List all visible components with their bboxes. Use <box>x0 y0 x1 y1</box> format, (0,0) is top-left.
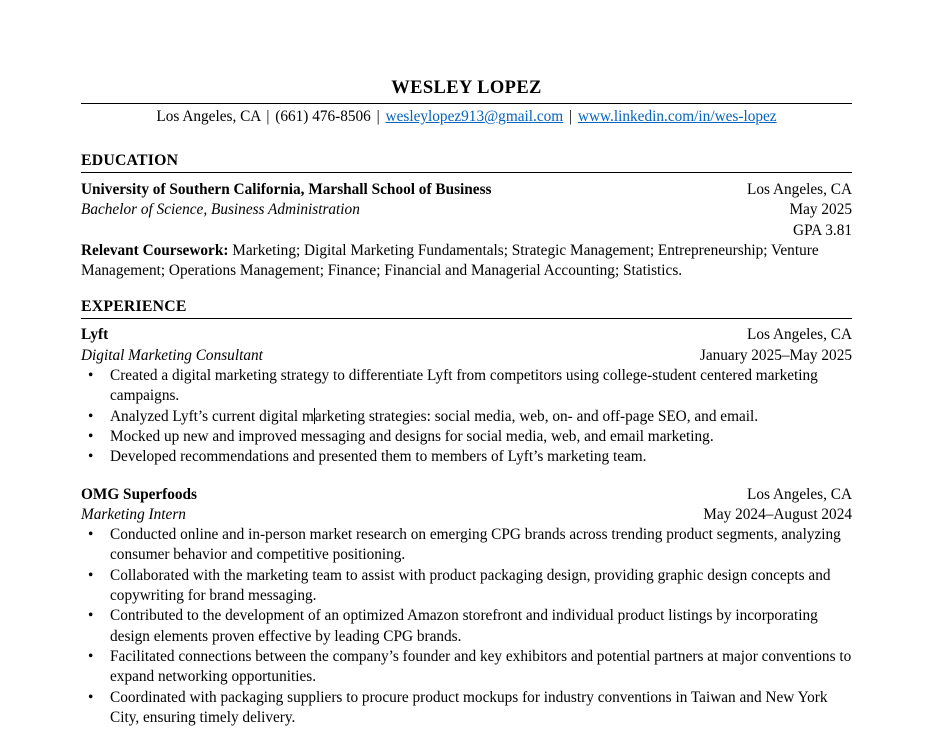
coursework-list: Marketing; Digital Marketing Fundamentals; Strategic Management; Entrepreneurship; Venture Management; Operations Management; Finance; Financial and Managerial Accounting; Statistics. <box>81 241 819 280</box>
job-lyft <box>81 325 852 467</box>
experience-section <box>81 297 852 728</box>
education-heading: EDUCATION <box>81 151 852 173</box>
linkedin-link[interactable]: www.linkedin.com/in/wes-lopez <box>577 108 777 125</box>
job-title: Marketing Intern <box>81 505 186 523</box>
graduation-date: May 2025 <box>789 201 852 219</box>
bullet-item: • Collaborated with the marketing team to assist with product packaging design, providing graphic design concepts and copywriting for brand messaging. <box>110 566 852 607</box>
company-name: OMG Superfoods <box>81 485 198 503</box>
gpa-value: GPA 3.81 <box>793 221 852 239</box>
bullet-item: • Created a digital marketing strategy to differentiate Lyft from competitors using college-student centered marketing campaigns. <box>110 366 852 407</box>
bullet-text-before-cursor: Analyzed Lyft’s current digital m <box>110 407 314 425</box>
contact-separator: | <box>569 108 573 125</box>
education-school-row <box>81 180 852 200</box>
bullet-item <box>110 407 852 427</box>
experience-heading: EXPERIENCE <box>81 297 852 319</box>
email-link[interactable]: wesleylopez913@gmail.com <box>385 108 564 125</box>
contact-line <box>81 107 852 127</box>
contact-separator: | <box>376 108 380 125</box>
resume-header <box>81 78 852 127</box>
job-omg-superfoods <box>81 485 852 729</box>
job-company-row <box>81 485 852 505</box>
header-divider-rule <box>81 103 852 104</box>
bullet-item: • Contributed to the development of an optimized Amazon storefront and individual product listings by incorporating design elements proven effective by leading CPG brands. <box>110 606 852 647</box>
education-gpa-row <box>81 221 852 241</box>
contact-phone: (661) 476-8506 <box>275 108 371 125</box>
coursework-label: Relevant Coursework: <box>81 241 229 259</box>
company-location: Los Angeles, CA <box>747 485 852 503</box>
job-title-row <box>81 346 852 366</box>
education-degree-row <box>81 200 852 220</box>
job-bullet-list <box>81 525 852 728</box>
bullet-text-after-cursor: arketing strategies: social media, web, on- and off-page SEO, and email. <box>314 407 759 425</box>
bullet-item: • Coordinated with packaging suppliers to procure product mockups for industry conventions in Taiwan and New York City, ensuring timely delivery. <box>110 688 852 729</box>
bullet-item: • Conducted online and in-person market research on emerging CPG brands across trending product segments, analyzing consumer behavior and competitive positioning. <box>110 525 852 566</box>
school-location: Los Angeles, CA <box>747 181 852 198</box>
job-dates: January 2025–May 2025 <box>699 346 852 364</box>
education-section <box>81 151 852 281</box>
job-bullet-list <box>81 366 852 467</box>
coursework-paragraph <box>81 241 852 282</box>
job-title-row <box>81 505 852 525</box>
bullet-item: • Developed recommendations and presented them to members of Lyft’s marketing team. <box>110 447 852 467</box>
job-title: Digital Marketing Consultant <box>81 346 263 364</box>
bullet-item: • Mocked up new and improved messaging and designs for social media, web, and email marketing. <box>110 427 852 447</box>
school-name: University of Southern California, Marshall School of Business <box>81 181 492 198</box>
job-company-row <box>81 325 852 345</box>
contact-location: Los Angeles, CA <box>156 108 261 125</box>
job-dates: May 2024–August 2024 <box>703 505 852 523</box>
company-location: Los Angeles, CA <box>747 326 852 344</box>
bullet-item: • Facilitated connections between the company’s founder and key exhibitors and potential partners at major conventions to expand networking opportunities. <box>110 647 852 688</box>
resume-name: WESLEY LOPEZ <box>391 78 542 98</box>
degree-name: Bachelor of Science, Business Administration <box>81 201 360 219</box>
company-name: Lyft <box>81 326 109 344</box>
contact-separator: | <box>266 108 270 125</box>
